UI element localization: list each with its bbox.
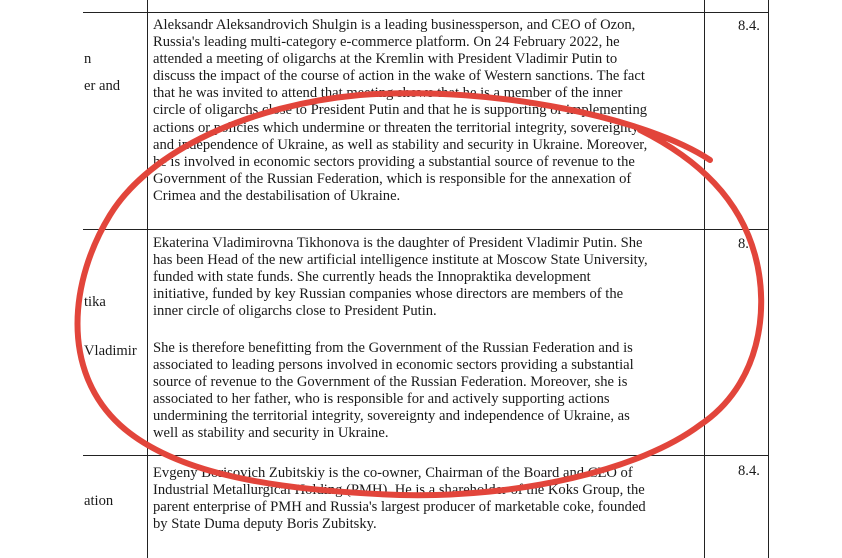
row-divider <box>83 455 769 456</box>
entry-shulgin <box>153 17 701 205</box>
text-line: by State Duma deputy Boris Zubitsky. <box>153 516 377 533</box>
row-divider <box>83 12 769 13</box>
reference-number: 8.4. <box>738 18 760 34</box>
text-line: Evgeny Borisovich Zubitskiy is the co-owner, Chairman of the Board and CEO of <box>153 465 633 481</box>
text-line: has been Head of the new artificial intelligence institute at Moscow State University, <box>153 252 648 269</box>
text-line: inner circle of oligarchs close to President Putin. <box>153 303 437 320</box>
text-line: discuss the impact of the course of action in the wake of Western sanctions. The fact <box>153 68 645 85</box>
text-line: he is involved in economic sectors providing a substantial source of revenue to the <box>153 153 635 170</box>
entry-tikhonova-part2 <box>153 340 701 443</box>
text-line: She is therefore benefitting from the Government of the Russian Federation and is <box>153 340 633 356</box>
text-line: attended a meeting of oligarchs at the Kremlin with President Vladimir Putin to <box>153 51 618 68</box>
column-divider <box>704 0 705 558</box>
text-line: Government of the Russian Federation, which is responsible for the annexation of <box>153 170 632 187</box>
text-line: funded with state funds. She currently heads the Innopraktika development <box>153 269 591 286</box>
left-column-fragment: n <box>84 51 92 67</box>
text-line: undermining the territorial integrity, sovereignty and independence of Ukraine, as <box>153 408 630 425</box>
column-divider <box>147 0 148 558</box>
text-line: well as stability and security in Ukraine. <box>153 425 389 442</box>
text-line: source of revenue to the Government of the Russian Federation. Moreover, she is <box>153 374 628 391</box>
text-line: Crimea and the destabilisation of Ukraine. <box>153 187 401 204</box>
left-column-fragment: er and <box>84 78 121 94</box>
text-line: parent enterprise of PMH and Russia's largest producer of marketable coke, founded <box>153 499 646 516</box>
column-divider <box>768 0 769 558</box>
text-line: actions or policies which undermine or threaten the territorial integrity, sovereignty <box>153 119 639 136</box>
reference-number: 8.4. <box>738 463 760 479</box>
text-line: Russia's leading multi-category e-commerce platform. On 24 February 2022, he <box>153 34 620 51</box>
left-column-fragment: tika <box>84 294 106 310</box>
row-divider <box>83 229 769 230</box>
left-column-fragment: Vladimir <box>84 343 137 359</box>
text-line: associated to her father, who is responsible for and actively supporting actions <box>153 391 610 408</box>
entry-zubitskiy <box>153 465 701 533</box>
entry-tikhonova-part1 <box>153 235 701 320</box>
text-line: associated to leading persons involved in economic sectors providing a substantial <box>153 357 634 374</box>
text-line: circle of oligarchs close to President Putin and that he is supporting or implementing <box>153 102 648 119</box>
text-line: and independence of Ukraine, as well as stability and security in Ukraine. Moreover, <box>153 136 648 153</box>
text-line: Ekaterina Vladimirovna Tikhonova is the daughter of President Vladimir Putin. She <box>153 235 643 251</box>
reference-number: 8. <box>738 236 749 252</box>
left-column-fragment: ation <box>84 493 114 509</box>
text-line: initiative, funded by key Russian companies whose directors are members of the <box>153 286 624 303</box>
text-line: that he was invited to attend that meeting shows that he is a member of the inner <box>153 85 623 102</box>
text-line: Industrial Metallurgical Holding (PMH). He is a shareholder of the Koks Group, the <box>153 482 645 499</box>
text-line: Aleksandr Aleksandrovich Shulgin is a leading businessperson, and CEO of Ozon, <box>153 17 636 33</box>
